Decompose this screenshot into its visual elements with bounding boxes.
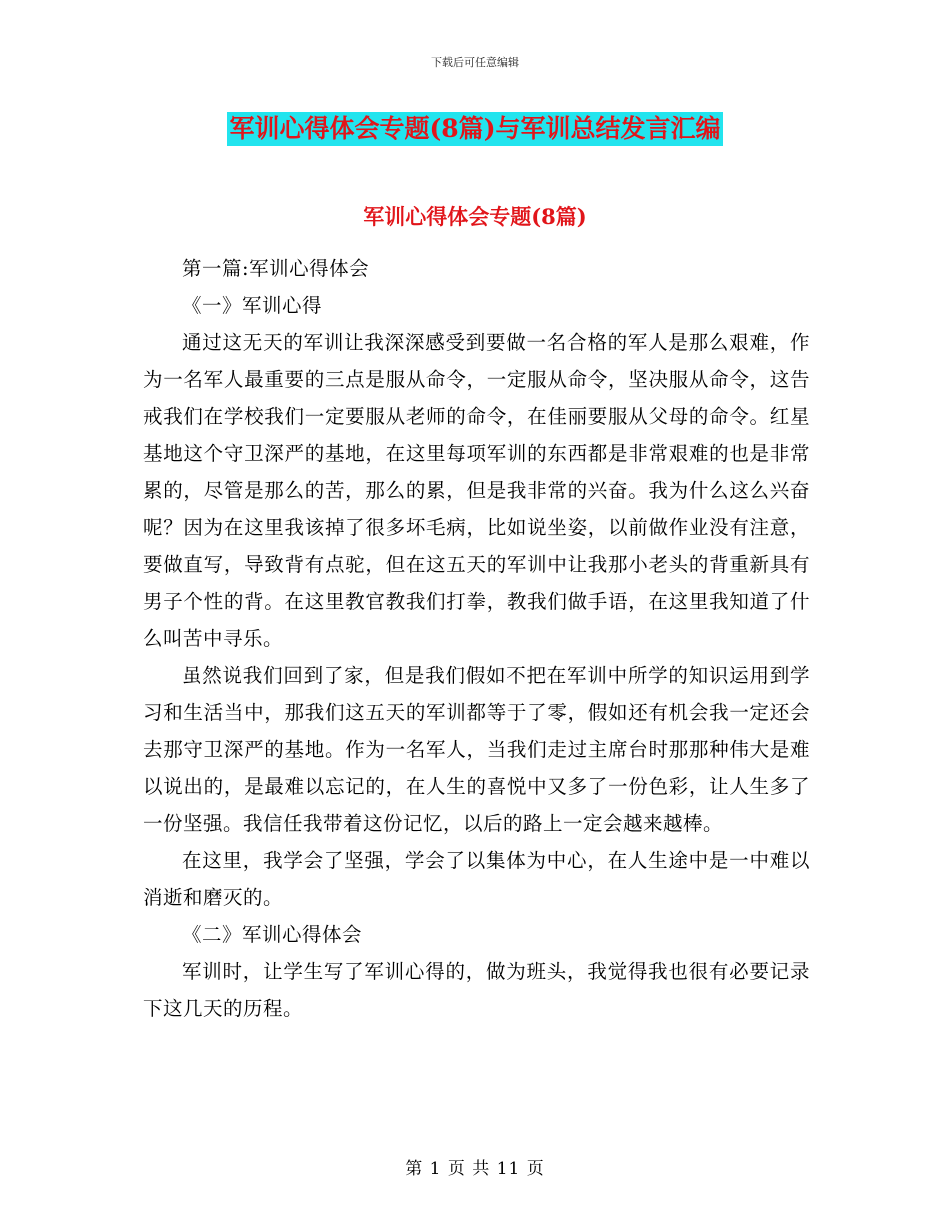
body-paragraph: 军训时，让学生写了军训心得的，做为班头，我觉得我也很有必要记录下这几天的历程。: [143, 960, 810, 1020]
document-main-title: [0, 112, 950, 146]
body-paragraph: 在这里，我学会了坚强，学会了以集体为中心，在人生途中是一中难以消逝和磨灭的。: [143, 849, 810, 909]
subsection-heading: 《二》军训心得体会: [182, 923, 363, 946]
subsection-heading: 《一》军训心得: [182, 294, 323, 317]
body-paragraph: 虽然说我们回到了家，但是我们假如不把在军训中所学的知识运用到学习和生活当中，那我们这五天的军训都等于了零，假如还有机会我一定还会去那守卫深严的基地。作为一名军人，当我们走过主席台时那那种伟大是难以说出的，是最难以忘记的，在人生的喜悦中又多了一份色彩，让人生多了一份坚强。我信任我带着这份记忆，以后的路上一定会越来越棒。: [143, 664, 810, 835]
section-title: 军训心得体会专题(8篇): [363, 204, 587, 229]
main-title-text: 军训心得体会专题(8篇)与军训总结发言汇编: [227, 112, 722, 146]
body-paragraph: 通过这无天的军训让我深深感受到要做一名合格的军人是那么艰难，作为一名军人最重要的三点是服从命令，一定服从命令，坚决服从命令，这告戒我们在学校我们一定要服从老师的命令，在佳丽要服从父母的命令。红星基地这个守卫深严的基地，在这里每项军训的东西都是非常艰难的也是非常累的，尽管是那么的苦，那么的累，但是我非常的兴奋。我为什么这么兴奋呢？因为在这里我该掉了很多坏毛病，比如说坐姿，以前做作业没有注意，要做直写，导致背有点驼，但在这五天的军训中让我那小老头的背重新具有男子个性的背。在这里教官教我们打拳，教我们做手语，在这里我知道了什么叫苦中寻乐。: [143, 331, 810, 650]
chapter-heading: 第一篇:军训心得体会: [182, 257, 370, 280]
header-note: 下载后可任意编辑: [431, 56, 519, 69]
page-number-footer: 第 1 页 共 11 页: [405, 1159, 545, 1179]
document-body: [143, 250, 810, 1027]
